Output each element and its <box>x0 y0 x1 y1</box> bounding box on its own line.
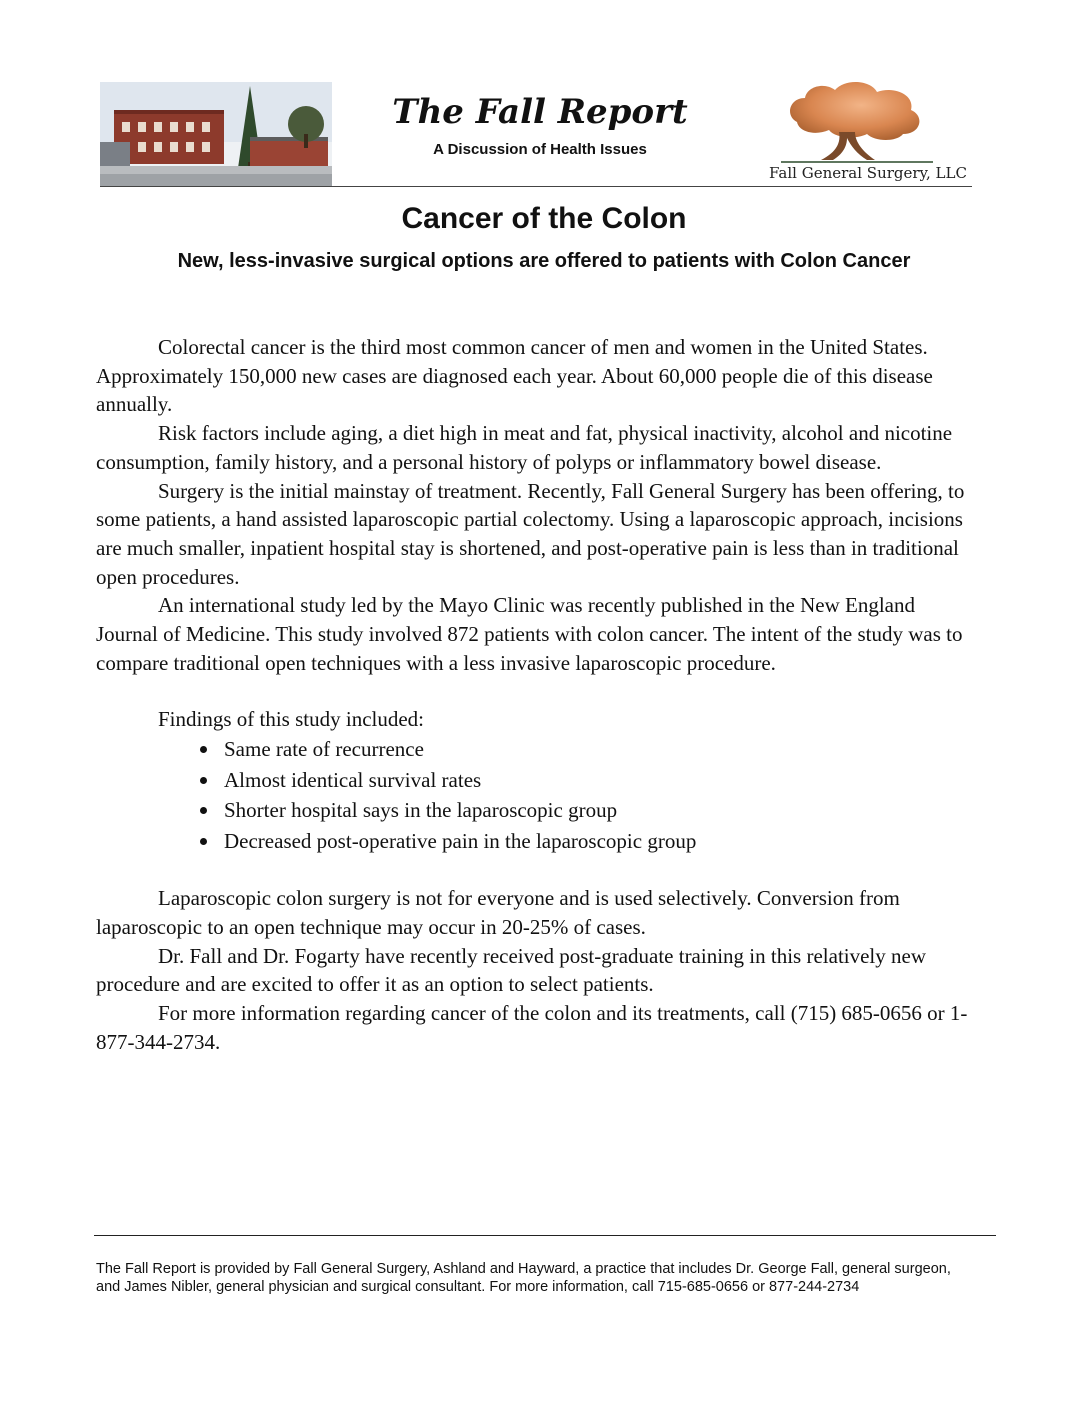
findings-intro: Findings of this study included: <box>158 707 425 732</box>
paragraph: Laparoscopic colon surgery is not for everyone and is used selectively. Conversion from laparoscopic to an open technique may occur in 20-25% of cases. <box>96 886 900 939</box>
footer-text: The Fall Report is provided by Fall General Surgery, Ashland and Hayward, a practice that includes Dr. George Fall, general surgeon, and James Nibler, general physician and surgical consultant. For more information, call 715-685-0656 or 877-244-2734 <box>96 1261 951 1295</box>
list-item: Shorter hospital says in the laparoscopic group <box>200 795 976 826</box>
article-subtitle: New, less-invasive surgical options are offered to patients with Colon Cancer <box>177 250 911 272</box>
list-item: Almost identical survival rates <box>200 765 976 796</box>
list-item: Decreased post-operative pain in the laparoscopic group <box>200 826 976 857</box>
list-item: Same rate of recurrence <box>200 734 976 765</box>
tree-logo-icon <box>775 76 935 166</box>
report-subtitle: A Discussion of Health Issues <box>433 141 647 158</box>
footer-divider <box>94 1235 996 1236</box>
report-title: The Fall Report <box>392 92 688 132</box>
paragraph: An international study led by the Mayo Clinic was recently published in the New England Journal of Medicine. This study involved 872 patients with colon cancer. The intent of the study was to compare traditional open techniques with a less invasive laparoscopic procedure. <box>96 593 963 675</box>
findings-list <box>96 734 976 856</box>
article-title: Cancer of the Colon <box>401 202 687 235</box>
paragraph: For more information regarding cancer of the colon and its treatments, call (715) 685-0656 or 1-877-344-2734. <box>96 1000 968 1054</box>
logo-text: Fall General Surgery, LLC <box>769 164 967 182</box>
paragraph: Dr. Fall and Dr. Fogarty have recently received post-graduate training in this relatively new procedure and are excited to offer it as an option to select patients. <box>96 943 927 997</box>
spacer <box>96 856 976 884</box>
paragraph: Risk factors include aging, a diet high in meat and fat, physical inactivity, alcohol and nicotine consumption, family history, and a personal history of polyps or inflammatory bowel disease. <box>96 421 953 474</box>
paragraph: Colorectal cancer is the third most common cancer of men and women in the United States. Approximately 150,000 new cases are diagnosed each year. About 60,000 people die of this disease annually. <box>96 335 933 417</box>
paragraph: Surgery is the initial mainstay of treatment. Recently, Fall General Surgery has been offering, to some patients, a hand assisted laparoscopic partial colectomy. Using a laparoscopic approach, incisions are much smaller, inpatient hospital stay is shortened, and post-operative pain is less than in traditional open procedures. <box>96 478 965 589</box>
header-divider <box>100 186 972 187</box>
article-body <box>96 333 976 1056</box>
clinic-building-photo <box>100 82 332 186</box>
spacer <box>96 677 976 705</box>
